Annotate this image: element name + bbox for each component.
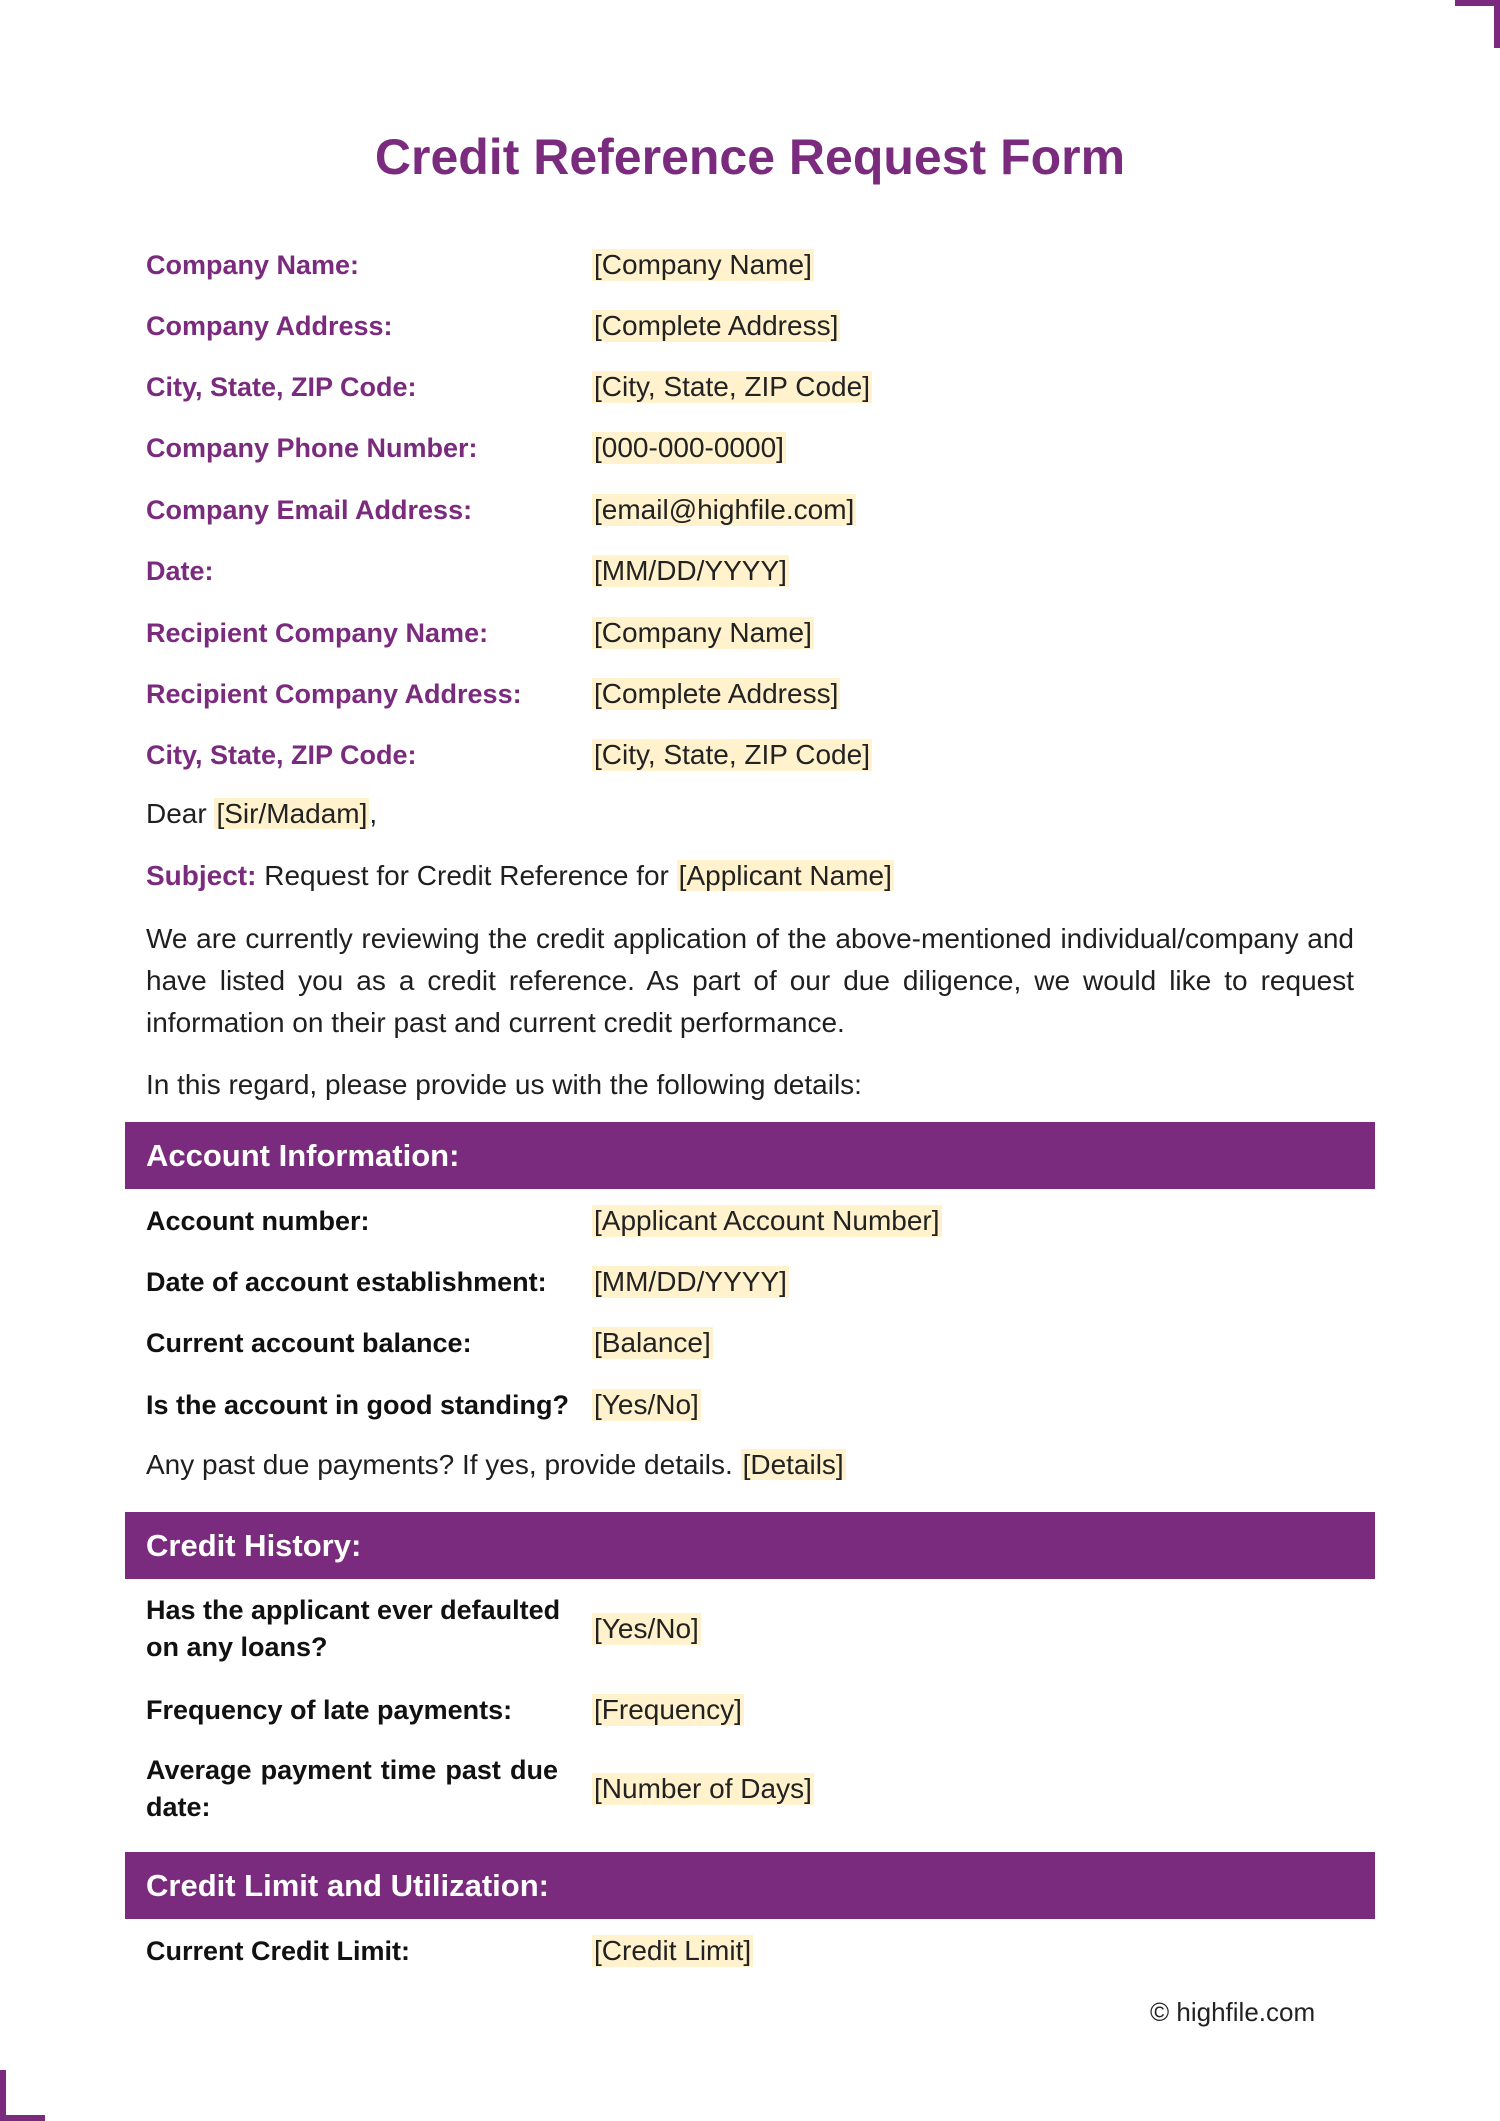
company-address-field[interactable]: [Complete Address] [594, 310, 839, 341]
recipient-city-row [146, 735, 1356, 775]
salutation-placeholder[interactable]: [Sir/Madam] [216, 798, 368, 829]
field-label: Date of account establishment: [146, 1266, 547, 1297]
field-label: Current account balance: [146, 1327, 472, 1358]
past-due-details-field[interactable]: [Details] [742, 1449, 844, 1480]
salutation [146, 798, 377, 830]
company-city-field[interactable]: [City, State, ZIP Code] [594, 371, 870, 402]
field-label: Company Address: [146, 310, 393, 341]
company-name-field[interactable]: [Company Name] [594, 249, 812, 280]
good-standing-field[interactable]: [Yes/No] [594, 1389, 699, 1420]
subject-text: Request for Credit Reference for [256, 860, 677, 891]
account-established-field[interactable]: [MM/DD/YYYY] [594, 1266, 787, 1297]
recipient-name-row [146, 613, 1356, 653]
field-label: Company Name: [146, 249, 360, 280]
field-label: Average payment time past due date: [146, 1755, 558, 1822]
corner-mark-bottom-left-v [0, 2070, 6, 2121]
field-label: Date: [146, 555, 214, 586]
company-phone-row [146, 428, 1356, 468]
field-label: Recipient Company Name: [146, 617, 489, 648]
account-balance-row [146, 1323, 1356, 1363]
recipient-address-row [146, 674, 1356, 714]
corner-mark-bottom-left-h [0, 2115, 45, 2121]
company-name-row [146, 245, 1356, 285]
date-row [146, 551, 1356, 591]
salutation-prefix: Dear [146, 798, 215, 829]
late-frequency-field[interactable]: [Frequency] [594, 1694, 742, 1725]
recipient-address-field[interactable]: [Complete Address] [594, 678, 839, 709]
past-due-text: Any past due payments? If yes, provide details. [146, 1449, 741, 1480]
field-label: Frequency of late payments: [146, 1694, 513, 1725]
field-label: City, State, ZIP Code: [146, 371, 417, 402]
credit-limit-heading: Credit Limit and Utilization: [125, 1852, 1375, 1919]
field-label: Recipient Company Address: [146, 678, 522, 709]
account-established-row [146, 1262, 1356, 1302]
salutation-suffix: , [369, 798, 378, 829]
account-balance-field[interactable]: [Balance] [594, 1327, 711, 1358]
field-label: Company Email Address: [146, 494, 473, 525]
account-information-heading: Account Information: [125, 1122, 1375, 1189]
corner-mark-top-right-v [1494, 0, 1500, 48]
company-email-field[interactable]: [email@highfile.com] [594, 494, 855, 525]
past-due-line [146, 1449, 846, 1481]
recipient-city-field[interactable]: [City, State, ZIP Code] [594, 739, 870, 770]
company-city-row [146, 367, 1356, 407]
page-title: Credit Reference Request Form [374, 129, 1126, 185]
credit-limit-row [146, 1931, 1356, 1971]
subject-line [146, 860, 894, 892]
field-label: City, State, ZIP Code: [146, 739, 417, 770]
request-line: In this regard, please provide us with the following details: [146, 1069, 862, 1100]
field-label: Account number: [146, 1205, 370, 1236]
field-label: Is the account in good standing? [146, 1389, 569, 1420]
field-label: Current Credit Limit: [146, 1935, 411, 1966]
account-number-field[interactable]: [Applicant Account Number] [594, 1205, 940, 1236]
field-label: Has the applicant ever defaulted on any loans? [146, 1595, 561, 1662]
average-payment-field[interactable]: [Number of Days] [594, 1773, 812, 1804]
credit-history-heading: Credit History: [125, 1512, 1375, 1579]
good-standing-row [146, 1385, 1356, 1425]
defaulted-field[interactable]: [Yes/No] [594, 1613, 699, 1644]
company-email-row [146, 490, 1356, 530]
applicant-name-placeholder[interactable]: [Applicant Name] [678, 860, 892, 891]
field-label: Company Phone Number: [146, 432, 478, 463]
footer-copyright: © highfile.com [1150, 1997, 1316, 2027]
credit-limit-field[interactable]: [Credit Limit] [594, 1935, 752, 1966]
company-address-row [146, 306, 1356, 346]
recipient-name-field[interactable]: [Company Name] [594, 617, 812, 648]
account-number-row [146, 1201, 1356, 1241]
company-phone-field[interactable]: [000-000-0000] [594, 432, 784, 463]
late-frequency-row [146, 1690, 1356, 1730]
average-payment-row [146, 1751, 1356, 1827]
intro-paragraph: We are currently reviewing the credit application of the above-mentioned individual/company and have listed you as a credit reference. As part of our due diligence, we would like to request information on their past and current credit performance. [146, 923, 1354, 1038]
defaulted-row [146, 1591, 1356, 1667]
subject-label: Subject: [146, 860, 257, 891]
date-field[interactable]: [MM/DD/YYYY] [594, 555, 787, 586]
